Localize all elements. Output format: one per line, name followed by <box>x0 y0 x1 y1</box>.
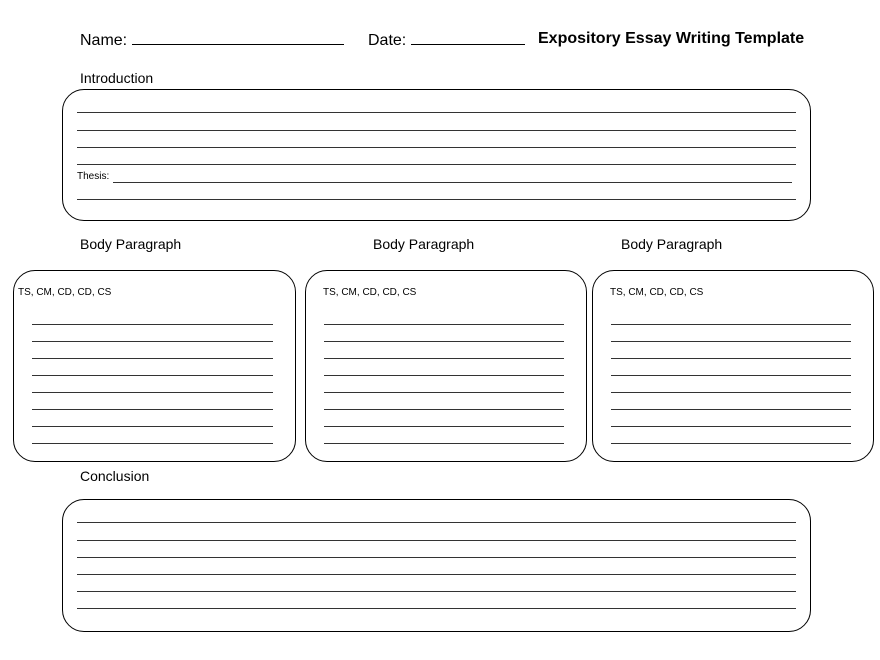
date-field[interactable] <box>368 30 525 50</box>
writing-line[interactable] <box>611 443 851 444</box>
writing-line[interactable] <box>324 426 564 427</box>
conclusion-box[interactable] <box>62 499 811 632</box>
writing-line[interactable] <box>32 358 273 359</box>
body-paragraph-2-label: Body Paragraph <box>373 236 475 252</box>
writing-line[interactable] <box>611 392 851 393</box>
conclusion-label: Conclusion <box>80 468 150 484</box>
body-paragraph-1-prompt: TS, CM, CD, CD, CS <box>18 287 112 298</box>
writing-line[interactable] <box>77 608 796 609</box>
writing-line[interactable] <box>77 591 796 592</box>
writing-line[interactable] <box>611 409 851 410</box>
writing-line[interactable] <box>611 375 851 376</box>
writing-line[interactable] <box>77 574 796 575</box>
writing-line[interactable] <box>77 557 796 558</box>
introduction-label: Introduction <box>80 70 154 86</box>
writing-line[interactable] <box>77 147 796 148</box>
name-label: Name: <box>80 32 128 49</box>
name-field[interactable] <box>80 30 344 50</box>
body-paragraph-1-label: Body Paragraph <box>80 236 182 252</box>
date-blank[interactable] <box>411 30 525 45</box>
writing-line[interactable] <box>324 324 564 325</box>
writing-line[interactable] <box>77 164 796 165</box>
body-paragraph-1-box[interactable] <box>13 270 296 462</box>
body-paragraph-2-box[interactable] <box>305 270 587 462</box>
writing-line[interactable] <box>32 426 273 427</box>
writing-line[interactable] <box>324 358 564 359</box>
writing-line[interactable] <box>324 375 564 376</box>
page-title: Expository Essay Writing Template <box>538 30 805 47</box>
thesis-label: Thesis: <box>77 171 110 182</box>
writing-line[interactable] <box>77 130 796 131</box>
writing-line[interactable] <box>32 392 273 393</box>
writing-line[interactable] <box>611 324 851 325</box>
writing-line[interactable] <box>77 112 796 113</box>
writing-line[interactable] <box>32 375 273 376</box>
body-paragraph-3-label: Body Paragraph <box>621 236 723 252</box>
writing-line[interactable] <box>324 443 564 444</box>
writing-line[interactable] <box>324 392 564 393</box>
introduction-box[interactable] <box>62 89 811 221</box>
writing-line[interactable] <box>77 540 796 541</box>
writing-line[interactable] <box>611 358 851 359</box>
writing-line[interactable] <box>611 341 851 342</box>
writing-line[interactable] <box>32 409 273 410</box>
body-paragraph-2-prompt: TS, CM, CD, CD, CS <box>323 287 417 298</box>
writing-line[interactable] <box>324 409 564 410</box>
date-label: Date: <box>368 32 407 49</box>
writing-line[interactable] <box>32 324 273 325</box>
thesis-line[interactable] <box>113 182 792 183</box>
name-blank[interactable] <box>132 30 344 45</box>
writing-line[interactable] <box>324 341 564 342</box>
body-paragraph-3-prompt: TS, CM, CD, CD, CS <box>610 287 704 298</box>
body-paragraph-3-box[interactable] <box>592 270 874 462</box>
writing-line[interactable] <box>611 426 851 427</box>
writing-line[interactable] <box>77 522 796 523</box>
writing-line[interactable] <box>32 341 273 342</box>
writing-line[interactable] <box>77 199 796 200</box>
writing-line[interactable] <box>32 443 273 444</box>
